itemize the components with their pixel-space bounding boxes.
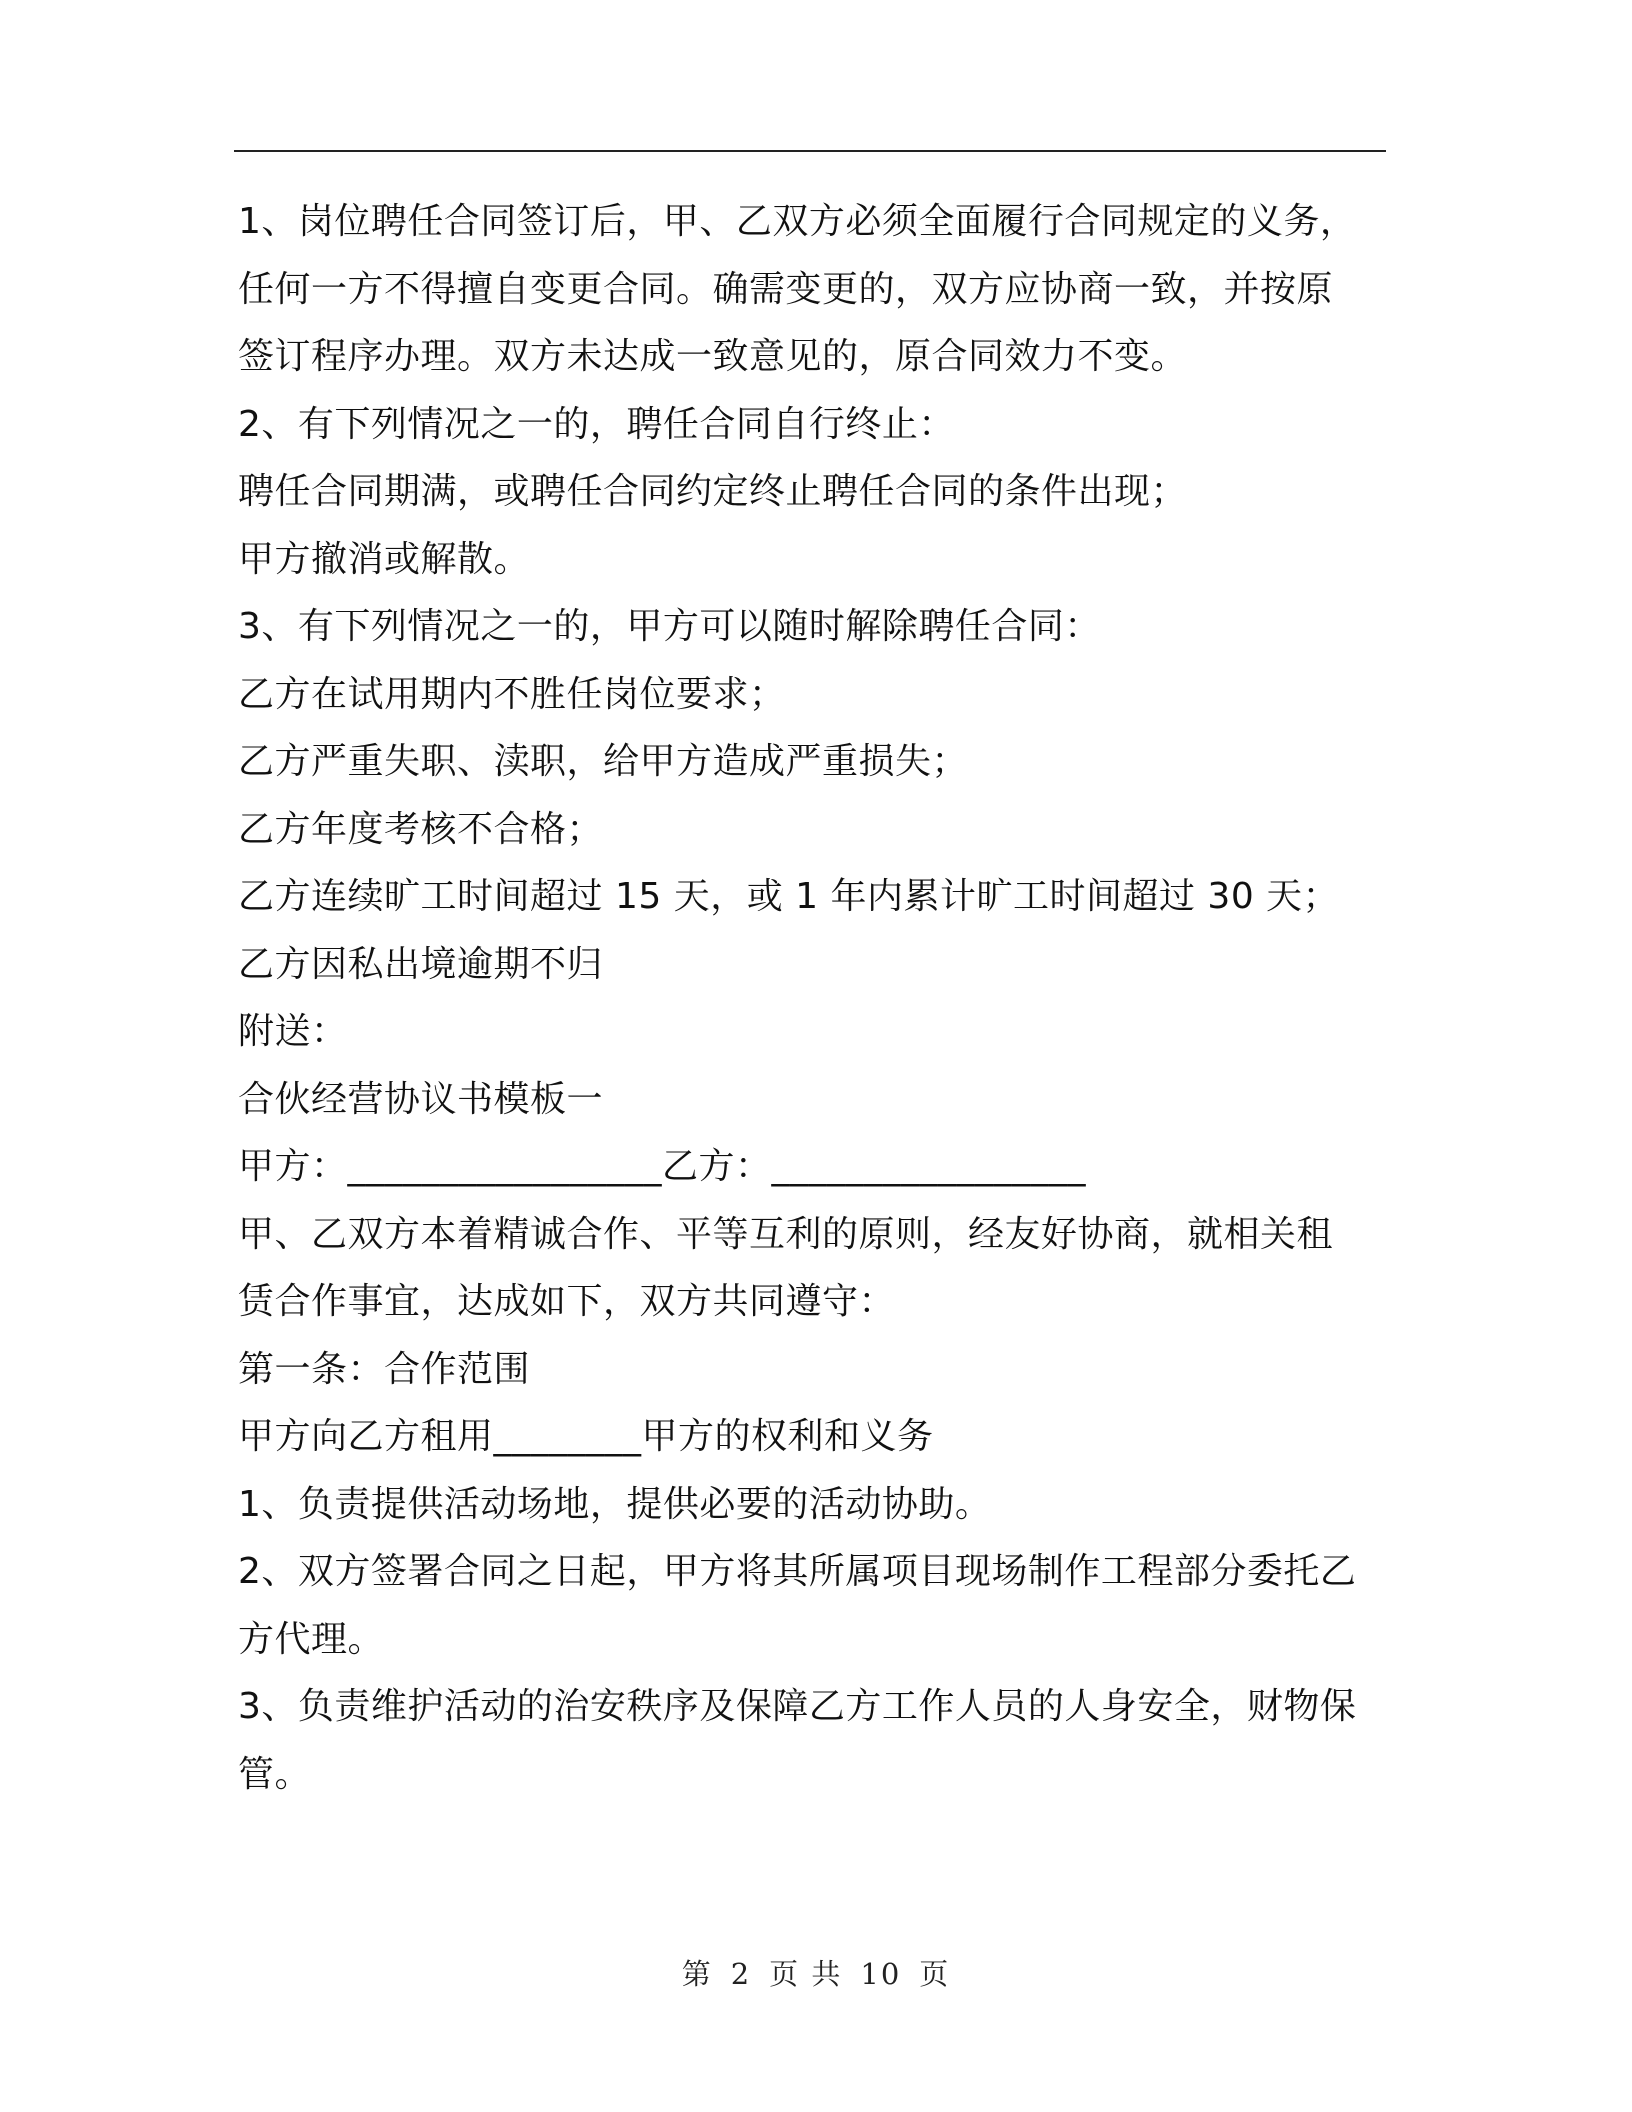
page-label-middle: 页 共 <box>769 1957 843 1991</box>
text-line: 签订程序办理。双方未达成一致意见的，原合同效力不变。 <box>238 336 1188 377</box>
text-line: 附送： <box>238 1011 348 1052</box>
text-line: 任何一方不得擅自变更合同。确需变更的，双方应协商一致，并按原 <box>238 268 1334 310</box>
party-fields-line: 甲方：_________________乙方：_________________ <box>238 1146 1087 1187</box>
text-line: 管。 <box>238 1753 312 1795</box>
article-heading: 第一条：合作范围 <box>238 1348 531 1390</box>
text-line: 1、负责提供活动场地，提供必要的活动协助。 <box>238 1483 992 1525</box>
text-line: 乙方在试用期内不胜任岗位要求； <box>238 673 786 715</box>
text-line: 3、有下列情况之一的，甲方可以随时解除聘任合同： <box>238 606 1101 647</box>
page-label-suffix: 页 <box>919 1957 951 1991</box>
text-line: 甲、乙双方本着精诚合作、平等互利的原则，经友好协商，就相关租 <box>238 1213 1334 1255</box>
text-line: 方代理。 <box>238 1618 385 1660</box>
document-body <box>238 188 1388 1808</box>
section-heading: 合伙经营协议书模板一 <box>238 1078 604 1120</box>
text-line: 2、有下列情况之一的，聘任合同自行终止： <box>238 403 955 445</box>
current-page-number: 2 <box>730 1957 752 1991</box>
text-line: 乙方因私出境逾期不归 <box>238 943 604 985</box>
text-line: 赁合作事宜，达成如下，双方共同遵守： <box>238 1281 896 1322</box>
text-line: 3、负责维护活动的治安秩序及保障乙方工作人员的人身安全，财物保 <box>238 1686 1357 1727</box>
page-number-footer <box>0 1952 1632 1993</box>
total-pages-number: 10 <box>860 1957 902 1991</box>
text-line: 乙方严重失职、渎职，给甲方造成严重损失； <box>238 741 969 782</box>
text-line: 乙方连续旷工时间超过 15 天，或 1 年内累计旷工时间超过 30 天； <box>238 876 1340 917</box>
text-line: 甲方向乙方租用________甲方的权利和义务 <box>238 1416 934 1457</box>
header-rule <box>234 150 1386 152</box>
text-line: 聘任合同期满，或聘任合同约定终止聘任合同的条件出现； <box>238 471 1188 512</box>
text-line: 1、岗位聘任合同签订后，甲、乙双方必须全面履行合同规定的义务， <box>238 201 1357 242</box>
text-line: 乙方年度考核不合格； <box>238 808 604 850</box>
page-label-prefix: 第 <box>681 1957 713 1991</box>
text-line: 甲方撤消或解散。 <box>238 538 531 580</box>
text-line: 2、双方签署合同之日起，甲方将其所属项目现场制作工程部分委托乙 <box>238 1551 1357 1592</box>
